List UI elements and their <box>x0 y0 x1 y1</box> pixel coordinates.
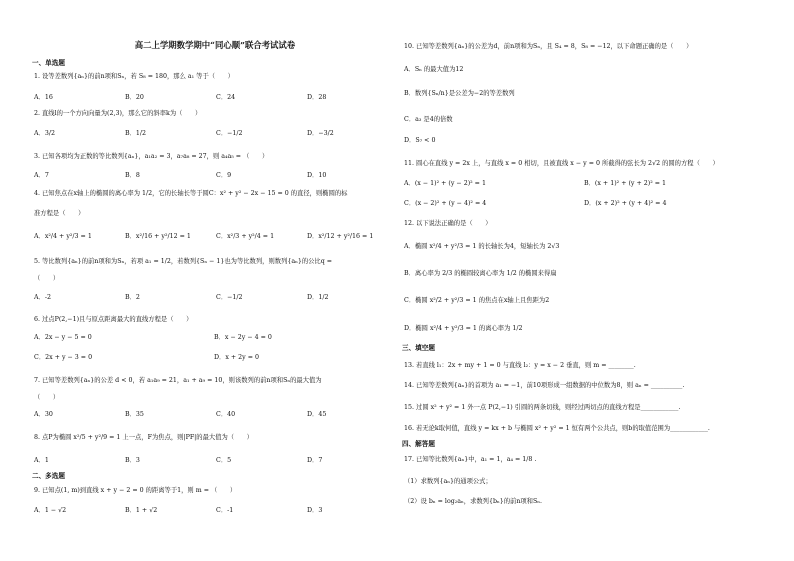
option-c: C．−1/2 <box>216 294 243 301</box>
question-7-line-2: （ ） <box>34 394 60 401</box>
question-3: 3. 已知各项均为正数的等比数列{aₙ}，a₁a₂ = 3，a₇a₈ = 27，则 a₄a₅ = （ ） <box>34 153 269 160</box>
option-c: C．24 <box>216 94 236 101</box>
question-17-part-2: （2）设 bₙ = log₂aₙ，求数列{bₙ}的前n项和Sₙ. <box>404 498 543 505</box>
option-b: B．8 <box>125 172 140 179</box>
question-9: 9. 已知点(1, m)到直线 x + y − 2 = 0 的距离等于1，则 m = （ ） <box>34 487 237 494</box>
question-16: 16. 若无论k取何值，直线 y = kx + b 与椭圆 x² + y² = 1 恒有两个公共点，则b的取值范围为____________. <box>404 425 710 432</box>
option-d: D．(x + 2)² + (y + 4)² = 4 <box>584 200 667 207</box>
option-d: D．1/2 <box>307 294 329 301</box>
question-6-options-row-2 <box>34 354 399 361</box>
option-a: A．1 − √2 <box>34 507 67 514</box>
section-multiple-choice: 二、多选题 <box>32 472 65 480</box>
question-10-option-b: B．数列{Sₙ/n}是公差为−2的等差数列 <box>404 90 515 97</box>
question-12-option-d: D．椭圆 x²/4 + y²/3 = 1 的离心率为 1/2 <box>404 325 523 332</box>
option-b: B．2 <box>125 294 140 301</box>
option-a: A．2x − y − 5 = 0 <box>34 334 92 341</box>
option-a: A．30 <box>34 411 53 418</box>
option-c: C．x²/3 + y²/4 = 1 <box>216 233 275 240</box>
option-d: D．7 <box>307 457 323 464</box>
option-d: D．x²/12 + y²/16 = 1 <box>307 233 374 240</box>
option-d: D．10 <box>307 172 327 179</box>
question-8-options <box>34 457 399 464</box>
question-4-line-2: 准方程是（ ） <box>34 210 85 217</box>
question-12-option-c: C．椭圆 x²/2 + y²/3 = 1 的焦点在x轴上且焦距为2 <box>404 297 550 304</box>
option-b: B．(x + 1)² + (y + 2)² = 1 <box>584 180 667 187</box>
option-b: B．x²/16 + y²/12 = 1 <box>125 233 191 240</box>
section-solve: 四、解答题 <box>402 440 435 448</box>
question-7-options <box>34 411 399 418</box>
question-10-option-a: A．Sₙ 的最大值为12 <box>404 66 464 73</box>
option-c: C．-1 <box>216 507 234 514</box>
option-d: D．−3/2 <box>307 130 334 137</box>
question-14: 14. 已知等差数列{aₙ}的首项为 a₁ = −1，前10项形成一组数据的中位数为8，则 aₙ = __________. <box>404 382 685 389</box>
option-b: B．1 + √2 <box>125 507 158 514</box>
question-10-option-c: C．a₃ 是4的倍数 <box>404 116 453 123</box>
option-b: B．x − 2y − 4 = 0 <box>214 334 272 341</box>
question-6-options-row-1 <box>34 334 399 341</box>
option-d: D．3 <box>307 507 323 514</box>
question-17-part-1: （1）求数列{aₙ}的通项公式； <box>404 478 492 485</box>
option-a: A．7 <box>34 172 49 179</box>
question-10-option-d: D．S₇ < 0 <box>404 137 436 144</box>
option-c: C．(x − 2)² + (y − 4)² = 4 <box>404 200 487 207</box>
option-a: A．3/2 <box>34 130 55 137</box>
question-4-line-1: 4. 已知焦点在x轴上的椭圆的离心率为 1/2，它的长轴长等于圆C：x² + y² − 2x − 15 = 0 的直径，则椭圆的标 <box>34 190 348 197</box>
option-d: D．x + 2y = 0 <box>214 354 260 361</box>
option-a: A．(x − 1)² + (y − 2)² = 1 <box>404 180 486 187</box>
section-fill-in: 三、填空题 <box>402 344 435 352</box>
question-4-options <box>34 233 399 240</box>
question-11-options-row-1 <box>404 180 769 187</box>
question-13: 13. 若直线 l₁：2x + my + 1 = 0 与直线 l₂：y = x − 2 垂直，则 m = ________. <box>404 362 636 369</box>
option-a: A．16 <box>34 94 53 101</box>
question-1-options <box>34 94 399 101</box>
option-c: C．40 <box>216 411 236 418</box>
question-11: 11. 圆心在直线 y = 2x 上，与直线 x = 0 相切，且被直线 x − y = 0 所截得的弦长为 2√2 的圆的方程（ ） <box>404 160 719 167</box>
question-17: 17. 已知等比数列{aₙ}中，a₁ = 1，a₄ = 1/8 . <box>404 456 537 463</box>
option-b: B．35 <box>125 411 144 418</box>
option-d: D．45 <box>307 411 327 418</box>
option-b: B．20 <box>125 94 144 101</box>
question-15: 15. 过圆 x² + y² = 1 外一点 P(2,−1) 引圆的两条切线，则经过两切点的直线方程是____________. <box>404 404 681 411</box>
question-11-options-row-2 <box>404 200 769 207</box>
option-c: C．5 <box>216 457 232 464</box>
exam-title: 高二上学期数学期中“同心顺”联合考试试卷 <box>134 40 296 50</box>
option-a: A．-2 <box>34 294 51 301</box>
option-c: C．9 <box>216 172 232 179</box>
option-a: A．x²/4 + y²/3 = 1 <box>34 233 92 240</box>
question-7-line-1: 7. 已知等差数列{aₙ}的公差 d < 0，若 a₁a₉ = 21，a₁ + a₉ = 10，则该数列的前n项和Sₙ的最大值为 <box>34 377 322 384</box>
question-3-options <box>34 172 399 179</box>
question-9-options <box>34 507 399 514</box>
option-b: B．1/2 <box>125 130 147 137</box>
question-2: 2. 直线l的一个方向向量为(2,3)，那么它的斜率k为（ ） <box>34 110 202 117</box>
question-5-line-1: 5. 等比数列{aₙ}的前n项和为Sₙ，若项 a₁ = 1/2，若数列{Sₙ − 1}也为等比数列，则数列{aₙ}的公比q = <box>34 258 333 265</box>
option-c: C．2x + y − 3 = 0 <box>34 354 93 361</box>
section-single-choice: 一、单选题 <box>32 59 65 67</box>
question-1: 1. 设等差数列{aₙ}的前n项和Sₙ，若 S₈ = 180，那么 a₁ 等于（ ） <box>34 73 234 80</box>
question-5-options <box>34 294 399 301</box>
question-6: 6. 过点P(2,−1)且与原点距离最大的直线方程是（ ） <box>34 316 193 323</box>
option-b: B．3 <box>125 457 140 464</box>
option-d: D．28 <box>307 94 327 101</box>
question-12-option-b: B．离心率为 2/3 的椭圆较离心率为 1/2 的椭圆来得扁 <box>404 270 557 277</box>
question-2-options <box>34 130 399 137</box>
option-c: C．−1/2 <box>216 130 243 137</box>
option-a: A．1 <box>34 457 49 464</box>
question-12-option-a: A．椭圆 x²/4 + y²/3 = 1 的长轴长为4，短轴长为 2√3 <box>404 243 560 250</box>
question-5-line-2: （ ） <box>34 275 60 282</box>
question-12: 12. 以下说法正确的是（ ） <box>404 220 492 227</box>
question-8: 8. 点P为椭圆 x²/5 + y²/9 = 1 上一点，F为焦点，则|PF|的最大值为（ ） <box>34 434 253 441</box>
question-10: 10. 已知等差数列{aₙ}的公差为d，前n项和为Sₙ，且 S₄ = 8，S₈ = −12，以下命题正确的是（ ） <box>404 43 693 50</box>
